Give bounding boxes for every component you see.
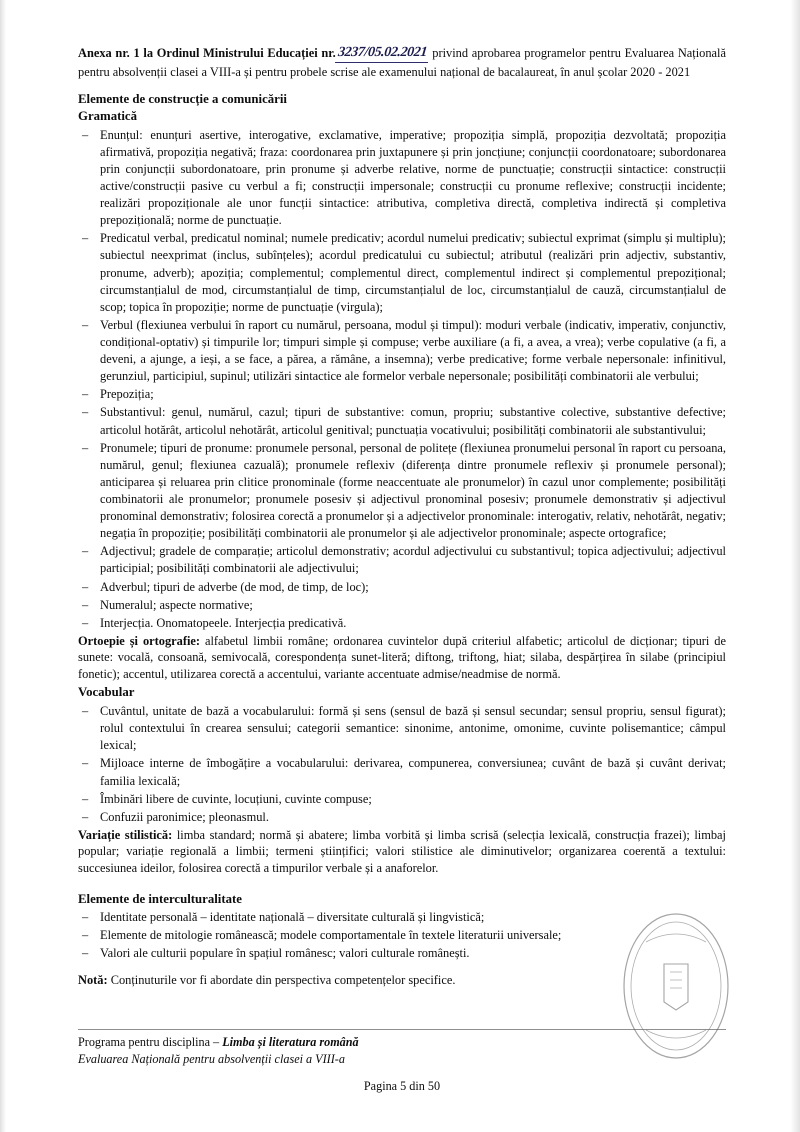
- footer-divider: [78, 1029, 726, 1030]
- list-item: – Enunțul: enunțuri asertive, interogative, exclamative, imperative; propoziția simplă, propoziția dezvoltată; propoziția afirmativă, propoziția negativă; fraza: coordonarea prin juxtapunere și prin joncțiune; conjuncții coordonatoare; subordonarea prin conjuncții subordonatoare, prin pronume și adverbe relative, norme de punctuație; construcții sintactice: construcții active/construcții pasive cu verbul a fi; construcții impersonale; construcții cu pronume reflexive; construcții incidente; realizări propoziționale ale unor funcții sintactice: atributiva, completiva directă, completiva indirectă și completiva prepozițională; norme de punctuație.: [78, 127, 726, 230]
- footer-line-1: [78, 1034, 726, 1050]
- list-item: – Valori ale culturii populare în spațiul românesc; valori culturale românești.: [78, 945, 726, 962]
- section-title-interculturalitate: Elemente de interculturalitate: [78, 891, 242, 906]
- footer-line-1-prefix: Programa pentru disciplina –: [78, 1035, 223, 1050]
- handwritten-order-number: 3237/05.02.2021: [335, 43, 430, 63]
- list-item: – Adverbul; tipuri de adverbe (de mod, de timp, de loc);: [78, 579, 726, 596]
- list-item: – Interjecția. Onomatopeele. Interjecția predicativă.: [78, 615, 726, 632]
- list-item: – Mijloace interne de îmbogățire a vocabularului: derivarea, compunerea, conversiunea; cuvânt de bază și cuvânt derivat; familia lexicală;: [78, 755, 726, 789]
- list-item: – Pronumele; tipuri de pronume: pronumele personal, personal de politețe (flexiunea pronumelui personal în raport cu persoana, numărul, genul; flexiunea cazuală); pronumele reflexiv (diferența dintre pronumele reflexiv și pronumele personal); anticiparea și reluarea prin clitice pronominale (forme neaccentuate ale pronumelor) în cazul unor complemente; posibilități combinatorii ale pronumelor; pronumele posesiv și adjectivul pronominal posesiv; pronumele demonstrativ și adjectivul pronominal demonstrativ; folosirea corectă a pronumelor și a adjectivelor pronominale: interogativ, relativ, nehotărât, negativ; negația în propoziție; posibilități combinatorii ale pronumelor și ale adjectivelor pronominale; aspecte ortografice;: [78, 440, 726, 543]
- list-item: – Adjectivul; gradele de comparație; articolul demonstrativ; acordul adjectivului cu substantivul; topica adjectivului; adjectivul participial; posibilități combinatorii ale adjectivului;: [78, 543, 726, 577]
- document-header: [78, 44, 726, 81]
- interculturalitate-list: [78, 909, 726, 962]
- footer-line-2: Evaluarea Națională pentru absolvenții clasei a VIII-a: [78, 1051, 345, 1066]
- variatie-label: Variație stilistică:: [78, 827, 173, 842]
- list-item: – Numeralul; aspecte normative;: [78, 597, 726, 614]
- gramatica-list: [78, 127, 726, 632]
- variatie-text: limba standard; normă și abatere; limba vorbită și limba scrisă (selecția lexicală, construcția frazei); limbaj popular; variație regională a limbii; termeni științifici; valori stilistice ale diminutivelor; organizarea coerentă a textului: succesiunea ideilor, folosirea corectă a timpurilor verbale și a anaforelor.: [78, 827, 726, 875]
- list-item: – Cuvântul, unitate de bază a vocabularului: formă și sens (sensul de bază și sensul secundar; sensul propriu, sensul figurat); rolul contextului în crearea sensului; categorii semantice: sinonime, antonime, omonime, cuvinte polisemantice; câmpul lexical;: [78, 703, 726, 754]
- page-footer: [78, 1029, 726, 1094]
- vocabular-list: [78, 703, 726, 826]
- ortoepie-label: Ortoepie și ortografie:: [78, 633, 201, 648]
- list-item: – Verbul (flexiunea verbului în raport cu numărul, persoana, modul și timpul): moduri verbale (indicativ, imperativ, conjunctiv, condițional-optativ) și timpurile lor; timpuri simple și compuse; verbe auxiliare (a fi, a avea, a vrea); verbe copulative (a fi, a deveni, a ajunge, a ieși, a se face, a părea, a rămâne, a insemna); verbe predicative; forme verbale nepersonale: infinitivul, gerunziul, participiul, supinul; utilizări sintactice ale formelor verbale nepersonale; posibilități combinatorii ale verbului;: [78, 317, 726, 385]
- subsection-title-gramatica: Gramatică: [78, 109, 137, 124]
- list-item: – Substantivul: genul, numărul, cazul; tipuri de substantive: comun, propriu; substantive colective, substantive defective; articolul hotărât, articolul nehotărât, articolul genitival; punctuația vocativului; posibilități combinatorii ale substantivului;: [78, 404, 726, 438]
- subsection-title-vocabular: Vocabular: [78, 685, 135, 700]
- page-content: [78, 44, 726, 1094]
- page-edge-right: [790, 0, 800, 1132]
- note-text: Conținuturile vor fi abordate din perspectiva competențelor specifice.: [107, 973, 456, 988]
- header-prefix: Anexa nr. 1 la Ordinul Ministrului Educației nr.: [78, 46, 336, 60]
- list-item: – Identitate personală – identitate națională – diversitate culturală și lingvistică;: [78, 909, 726, 926]
- note-label: Notă:: [78, 973, 108, 988]
- list-item: – Confuzii paronimice; pleonasmul.: [78, 809, 726, 826]
- list-item: – Elemente de mitologie românească; modele comportamentale în textele literaturii universale;: [78, 927, 726, 944]
- footer-page-number: Pagina 5 din 50: [363, 1079, 441, 1093]
- page-edge-left: [0, 0, 6, 1132]
- section-spacer: [78, 877, 726, 891]
- note-paragraph: [78, 972, 726, 989]
- header-rest: privind aprobarea programelor pentru Evaluarea Națională pentru absolvenții clasei a VIII-a și pentru probele scrise ale examenului național de bacalaureat, în anul școlar 2020 - 2021: [78, 46, 726, 80]
- list-item: – Predicatul verbal, predicatul nominal; numele predicativ; acordul numelui predicativ; subiectul exprimat (simplu și multiplu); subiectul neexprimat (inclus, subînțeles); acordul predicatului cu subiectul; atributul (realizări prin adjectiv, substantiv, pronume, adverb); apoziția; complementul; complementul direct, complementul indirect și complementul prepozițional; circumstanțialul de mod, circumstanțialul de timp, circumstanțialul de loc, circumstanțialul de cauză, circumstanțialul de scop; topica în propoziție; norme de punctuație (virgula);: [78, 230, 726, 316]
- footer-line-1-title: Limba și literatura română: [222, 1035, 359, 1050]
- ortoepie-paragraph: [78, 633, 726, 683]
- list-item: – Îmbinări libere de cuvinte, locuțiuni, cuvinte compuse;: [78, 791, 726, 808]
- section-title-comunicare: Elemente de construcție a comunicării: [78, 92, 287, 107]
- variatie-paragraph: [78, 827, 726, 877]
- list-item: – Prepoziția;: [78, 386, 726, 403]
- ortoepie-text: alfabetul limbii române; ordonarea cuvintelor după criteriul alfabetic; articolul de dicționar; tipuri de sunete: vocală, consoană, semivocală, corespondența sunet-literă; diftong, triftong, hiat; silaba, despărțirea în silabe (principiul fonetic); accentul, utilizarea corectă a accentului, variante accentuate admise/neadmise de normă.: [78, 633, 726, 681]
